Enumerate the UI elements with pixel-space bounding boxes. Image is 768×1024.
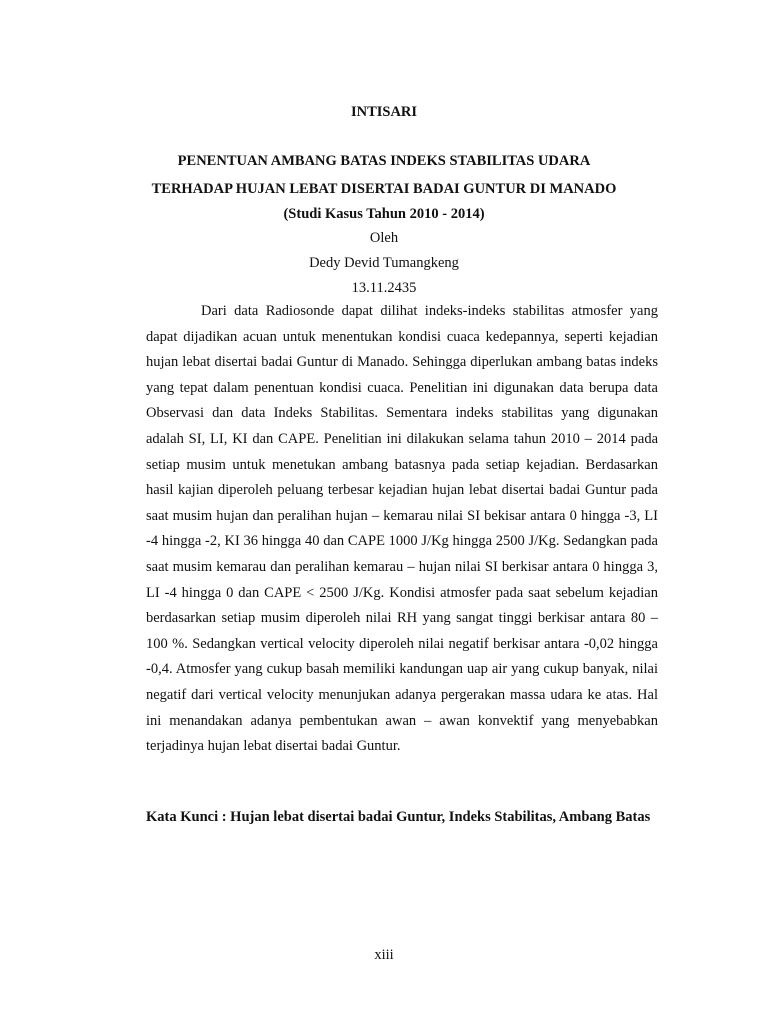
subtitle: (Studi Kasus Tahun 2010 - 2014) xyxy=(283,206,485,222)
title-line-1: PENENTUAN AMBANG BATAS INDEKS STABILITAS UDARA xyxy=(177,153,591,169)
abstract-paragraph: Dari data Radiosonde dapat dilihat indeks-indeks stabilitas atmosfer yang dapat dijadikan acuan untuk menentukan kondisi cuaca kedepannya, seperti kejadian hujan lebat disertai badai Guntur di Manado. Sehingga diperlukan ambang batas indeks yang tepat dalam penentuan kondisi cuaca. Penelitian ini digunakan data berupa data Observasi dan data Indeks Stabilitas. Sementara indeks stabilitas yang digunakan adalah SI, LI, KI dan CAPE. Penelitian ini dilakukan selama tahun 2010 – 2014 pada setiap musim untuk menetukan ambang batasnya pada setiap kejadian. Berdasarkan hasil kajian diperoleh peluang terbesar kejadian hujan lebat disertai badai Guntur pada saat musim hujan dan peralihan hujan – kemarau nilai SI bekisar antara 0 hingga -3, LI -4 hingga -2, KI 36 hingga 40 dan CAPE 1000 J/Kg hingga 2500 J/Kg. Sedangkan pada saat musim kemarau dan peralihan kemarau – hujan nilai SI berkisar antara 0 hingga 3, LI -4 hingga 0 dan CAPE < 2500 J/Kg. Kondisi atmosfer pada saat sebelum kejadian berdasarkan setiap musim diperoleh nilai RH yang sangat tinggi berkisar antara 80 – 100 %. Sedangkan vertical velocity diperoleh nilai negatif berkisar antara -0,02 hingga -0,4. Atmosfer yang cukup basah memiliki kandungan uap air yang cukup banyak, nilai negatif dari vertical velocity menunjukan adanya pergerakan massa udara ke atas. Hal ini menandakan adanya pembentukan awan – awan konvektif yang menyebabkan terjadinya hujan lebat disertai badai Guntur. xyxy=(146,303,658,755)
page-number: xiii xyxy=(374,947,394,963)
title-line-2: TERHADAP HUJAN LEBAT DISERTAI BADAI GUNTUR DI MANADO xyxy=(151,181,617,197)
keywords: Kata Kunci : Hujan lebat disertai badai Guntur, Indeks Stabilitas, Ambang Batas xyxy=(146,809,651,825)
by-label: Oleh xyxy=(369,230,399,246)
student-id: 13.11.2435 xyxy=(351,280,417,296)
author-name: Dedy Devid Tumangkeng xyxy=(309,255,459,271)
section-heading: INTISARI xyxy=(350,104,418,120)
